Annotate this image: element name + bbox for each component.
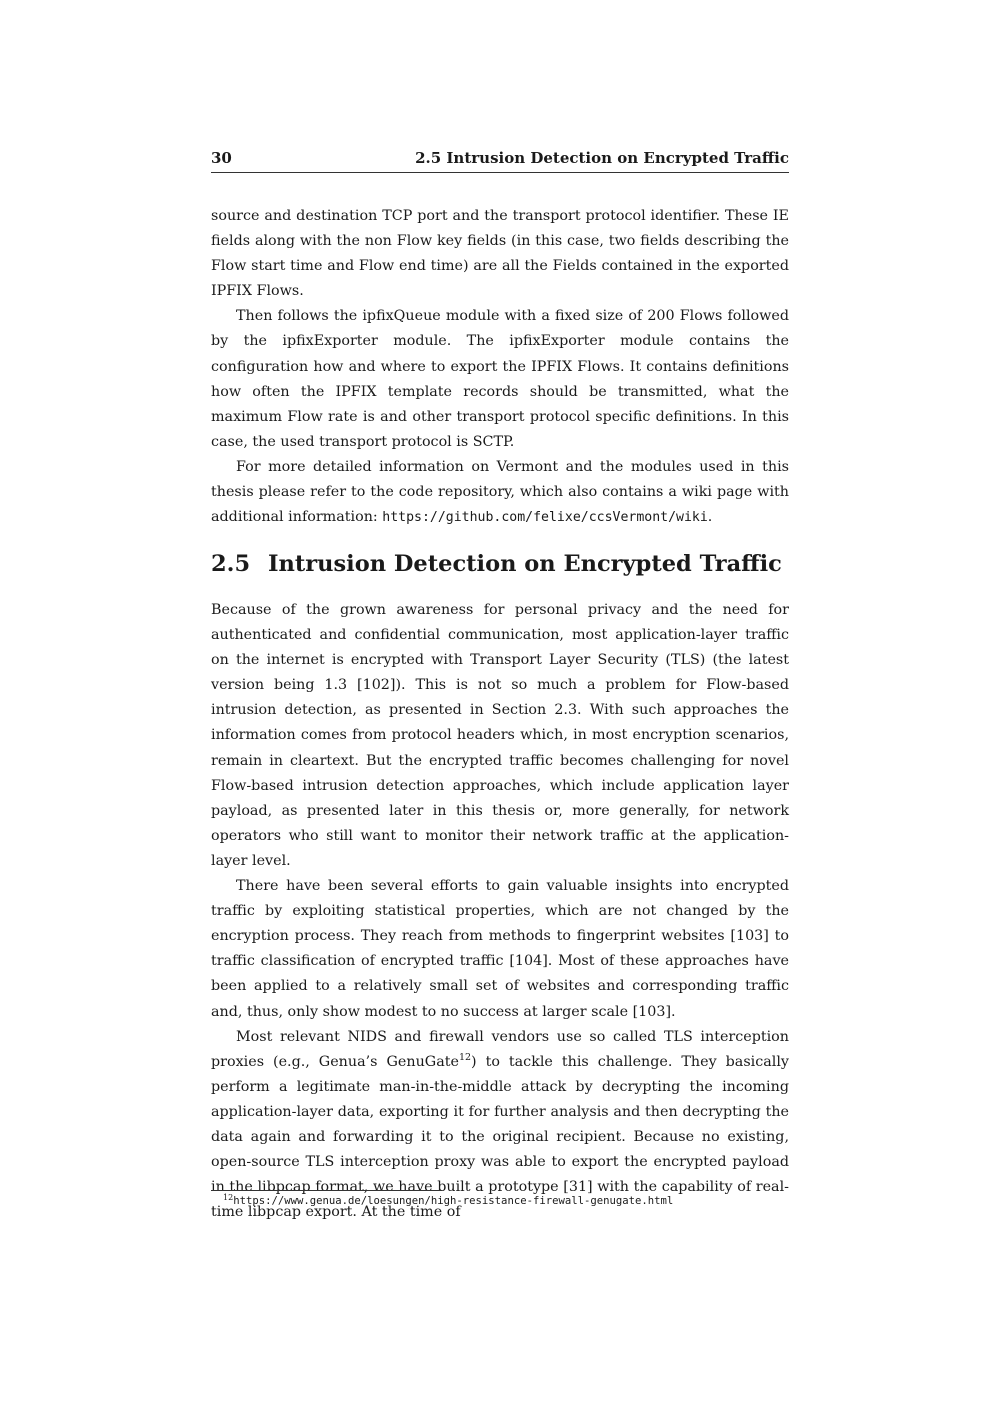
paragraph-text: . xyxy=(707,509,713,526)
paragraph: Because of the grown awareness for personal privacy and the need for authenticated and confidential communication, most application-layer traffic on the internet is encrypted with Transport Layer Security (TLS) (the latest version being 1.3 [102]). This is not so much a problem for Flow-based intrusion detection, as presented in Section 2.3. With such approaches the information comes from protocol headers which, in most encryption scenarios, remain in cleartext. But the encrypted traffic becomes challenging for novel Flow-based intrusion detection approaches, which include application layer payload, as presented later in this thesis or, more generally, for network operators who still want to monitor their network traffic at the application-layer level. xyxy=(211,602,789,869)
paragraph: source and destination TCP port and the transport protocol identifier. These IE fields along with the non Flow key fields (in this case, two fields describing the Flow start time and Flow end time) are all the Fields contained in the exported IPFIX Flows. xyxy=(211,208,789,300)
body-text-top xyxy=(211,204,789,530)
paragraph-text: Most relevant NIDS and firewall vendors use so called TLS interception proxies (e.g., Genua’s GenuGate xyxy=(211,1028,789,1070)
footnote-url[interactable]: https://www.genua.de/loesungen/high-resistance-firewall-genugate.html xyxy=(233,1195,674,1207)
footnote-rule xyxy=(211,1190,442,1191)
body-text-section xyxy=(211,598,789,1225)
paragraph: Then follows the ipfixQueue module with a fixed size of 200 Flows followed by the ipfixExporter module. The ipfixExporter module contains the configuration how and where to export the IPFIX Flows. It contains definitions how often the IPFIX template records should be transmitted, what the maximum Flow rate is and other transport protocol specific definitions. In this case, the used transport protocol is SCTP. xyxy=(211,308,789,450)
paragraph: There have been several efforts to gain valuable insights into encrypted traffic by exploiting statistical properties, which are not changed by the encryption process. They reach from methods to fingerprint websites [103] to traffic classification of encrypted traffic [104]. Most of these approaches have been applied to a relatively small set of websites and corresponding traffic and, thus, only show modest to no success at larger scale [103]. xyxy=(211,878,789,1020)
wiki-link[interactable]: https://github.com/felixe/ccsVermont/wiki xyxy=(382,510,708,526)
section-number: 2.5 xyxy=(211,551,251,577)
footnote xyxy=(223,1193,673,1209)
section-heading xyxy=(211,548,789,580)
running-header xyxy=(211,148,789,173)
page-number: 30 xyxy=(211,149,232,167)
running-title: 2.5 Intrusion Detection on Encrypted Traffic xyxy=(415,149,789,167)
section-title: Intrusion Detection on Encrypted Traffic xyxy=(268,551,782,577)
footnote-marker[interactable]: 12 xyxy=(458,1051,472,1063)
paragraph-text: ) to tackle this challenge. They basically perform a legitimate man-in-the-middle attack by decrypting the incoming application-layer data, exporting it for further analysis and then decrypting the data again and forwarding it to the original recipient. Because no existing, open-source TLS interception proxy was able to export the encrypted payload in the libpcap format, we have built a prototype [31] with the capability of real-time libpcap export. At the time of xyxy=(211,1053,789,1221)
footnote-number: 12 xyxy=(223,1193,234,1202)
paragraph xyxy=(211,455,789,530)
paragraph-text: For more detailed information on Vermont and the modules used in this thesis please refer to the code repository, which also contains a wiki page with additional information: xyxy=(211,458,789,526)
